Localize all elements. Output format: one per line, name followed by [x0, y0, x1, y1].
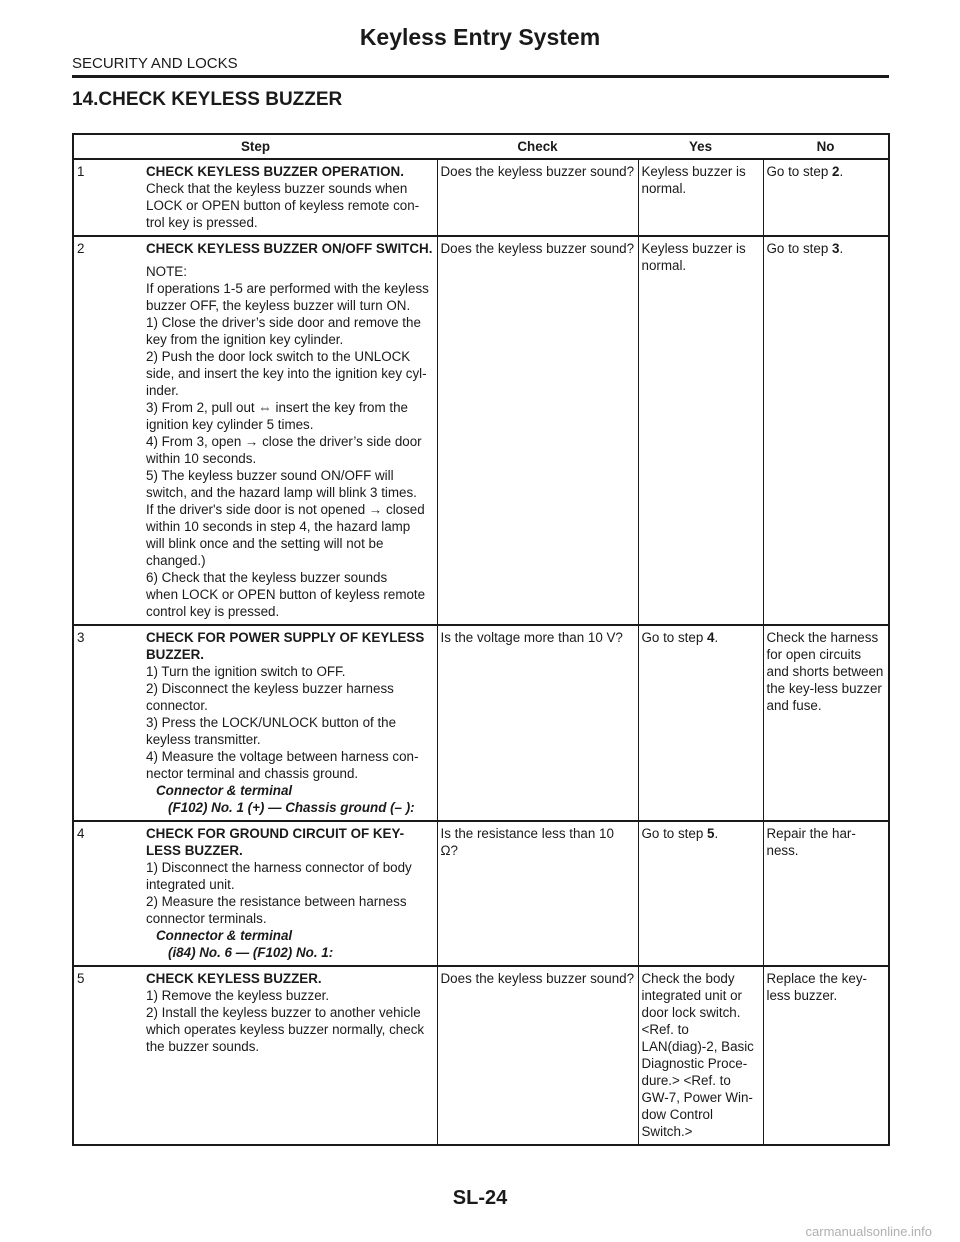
step-number: 3 — [73, 625, 143, 821]
step-line: If operations 1-5 are performed with the keyless — [146, 281, 429, 296]
header-check: Check — [437, 134, 638, 159]
note-label: NOTE: — [146, 264, 187, 279]
procedure-heading: 14.CHECK KEYLESS BUZZER — [72, 89, 343, 110]
no-cell: Go to step 2. — [763, 159, 889, 236]
check-cell: Is the voltage more than 10 V? — [437, 625, 638, 821]
page-title: Keyless Entry System — [359, 24, 601, 50]
step-line: nector terminal and chassis ground. — [146, 766, 359, 781]
step-line: 6) Check that the keyless buzzer sounds — [146, 570, 388, 585]
step-line: when LOCK or OPEN button of keyless remote — [146, 587, 426, 602]
step-title: CHECK KEYLESS BUZZER. — [146, 971, 322, 986]
yes-cell: Check the body integrated unit or door lock switch. <Ref. to LAN(diag)-2, Basic Diagnostic Proce-dure.> <Ref. to GW-7, Power Win-dow Control Switch.> — [638, 966, 763, 1145]
step-line: 1) Remove the keyless buzzer. — [146, 988, 330, 1003]
no-cell: Replace the key-less buzzer. — [763, 966, 889, 1145]
step-description — [143, 821, 437, 966]
table-row — [73, 966, 889, 1145]
step-line: 2) Install the keyless buzzer to another vehicle — [146, 1005, 421, 1020]
yes-cell: Go to step 4. — [638, 625, 763, 821]
header-step: Step — [73, 134, 437, 159]
step-line: keyless transmitter. — [146, 732, 261, 747]
step-line: within 10 seconds in step 4, the hazard lamp — [146, 519, 411, 534]
step-number: 1 — [73, 159, 143, 236]
section-label: SECURITY AND LOCKS — [72, 55, 238, 72]
step-line: side, and insert the key into the ignition key cyl- — [146, 366, 427, 381]
step-title: CHECK FOR POWER SUPPLY OF KEYLESS BUZZER. — [146, 630, 425, 662]
step-line: 2) Push the door lock switch to the UNLOCK — [146, 349, 411, 364]
step-description — [143, 236, 437, 625]
step-line: changed.) — [146, 553, 206, 568]
table-header-row — [73, 134, 889, 159]
connector-terminal: (i84) No. 6 — (F102) No. 1: — [168, 945, 334, 960]
step-number: 5 — [73, 966, 143, 1145]
diagnostic-table — [72, 133, 890, 1146]
step-ref: 4 — [707, 630, 715, 645]
step-line: 2) Measure the resistance between harness — [146, 894, 407, 909]
step-line: key from the ignition key cylinder. — [146, 332, 344, 347]
step-line: 4) From 3, open → close the driver’s side door — [146, 434, 422, 449]
step-line: 3) From 2, pull out ⇔ insert the key from the — [146, 400, 408, 415]
check-cell: Is the resistance less than 10 Ω? — [437, 821, 638, 966]
step-line: buzzer OFF, the keyless buzzer will turn ON. — [146, 298, 411, 313]
connector-terminal: (F102) No. 1 (+) — Chassis ground (– ): — [168, 800, 415, 815]
step-line: inder. — [146, 383, 179, 398]
step-line: switch, and the hazard lamp will blink 3 times. — [146, 485, 417, 500]
header-yes: Yes — [638, 134, 763, 159]
page-number: SL-24 — [452, 1187, 508, 1209]
step-description — [143, 966, 437, 1145]
step-line: 1) Close the driver’s side door and remove the — [146, 315, 421, 330]
yes-cell: Keyless buzzer is normal. — [638, 236, 763, 625]
step-title: CHECK FOR GROUND CIRCUIT OF KEY-LESS BUZZER. — [146, 826, 405, 858]
step-line: connector. — [146, 698, 208, 713]
step-line: the buzzer sounds. — [146, 1039, 260, 1054]
step-line: integrated unit. — [146, 877, 235, 892]
table-row — [73, 625, 889, 821]
table-row — [73, 236, 889, 625]
step-line: which operates keyless buzzer normally, check — [146, 1022, 425, 1037]
header-rule — [72, 75, 889, 78]
step-line: 3) Press the LOCK/UNLOCK button of the — [146, 715, 397, 730]
step-line: LOCK or OPEN button of keyless remote con- — [146, 198, 420, 213]
check-cell: Does the keyless buzzer sound? — [437, 236, 638, 625]
step-ref: 2 — [832, 164, 840, 179]
step-title: CHECK KEYLESS BUZZER ON/OFF SWITCH. — [146, 241, 433, 256]
step-number: 2 — [73, 236, 143, 625]
step-number: 4 — [73, 821, 143, 966]
step-line: 1) Turn the ignition switch to OFF. — [146, 664, 346, 679]
step-line: ignition key cylinder 5 times. — [146, 417, 314, 432]
step-ref: 5 — [707, 826, 715, 841]
watermark: carmanualsonline.info — [805, 1224, 932, 1239]
step-line: will blink once and the setting will not be — [146, 536, 384, 551]
header-no: No — [763, 134, 889, 159]
no-cell: Go to step 3. — [763, 236, 889, 625]
table-row — [73, 821, 889, 966]
check-cell: Does the keyless buzzer sound? — [437, 159, 638, 236]
step-line: trol key is pressed. — [146, 215, 258, 230]
step-line: connector terminals. — [146, 911, 267, 926]
step-line: 5) The keyless buzzer sound ON/OFF will — [146, 468, 394, 483]
no-cell: Repair the har-ness. — [763, 821, 889, 966]
step-line: within 10 seconds. — [146, 451, 257, 466]
connector-label: Connector & terminal — [156, 783, 293, 798]
step-line: Check that the keyless buzzer sounds when — [146, 181, 408, 196]
connector-label: Connector & terminal — [156, 928, 293, 943]
table-row — [73, 159, 889, 236]
step-line: 4) Measure the voltage between harness con- — [146, 749, 419, 764]
step-title: CHECK KEYLESS BUZZER OPERATION. — [146, 164, 404, 179]
step-line: 2) Disconnect the keyless buzzer harness — [146, 681, 394, 696]
step-description — [143, 159, 437, 236]
step-line: control key is pressed. — [146, 604, 280, 619]
step-description — [143, 625, 437, 821]
no-cell: Check the harness for open circuits and shorts between the key-less buzzer and fuse. — [763, 625, 889, 821]
yes-cell: Keyless buzzer is normal. — [638, 159, 763, 236]
check-cell: Does the keyless buzzer sound? — [437, 966, 638, 1145]
step-line: 1) Disconnect the harness connector of body — [146, 860, 412, 875]
yes-cell: Go to step 5. — [638, 821, 763, 966]
step-ref: 3 — [832, 241, 840, 256]
step-line: If the driver's side door is not opened → closed — [146, 502, 425, 517]
